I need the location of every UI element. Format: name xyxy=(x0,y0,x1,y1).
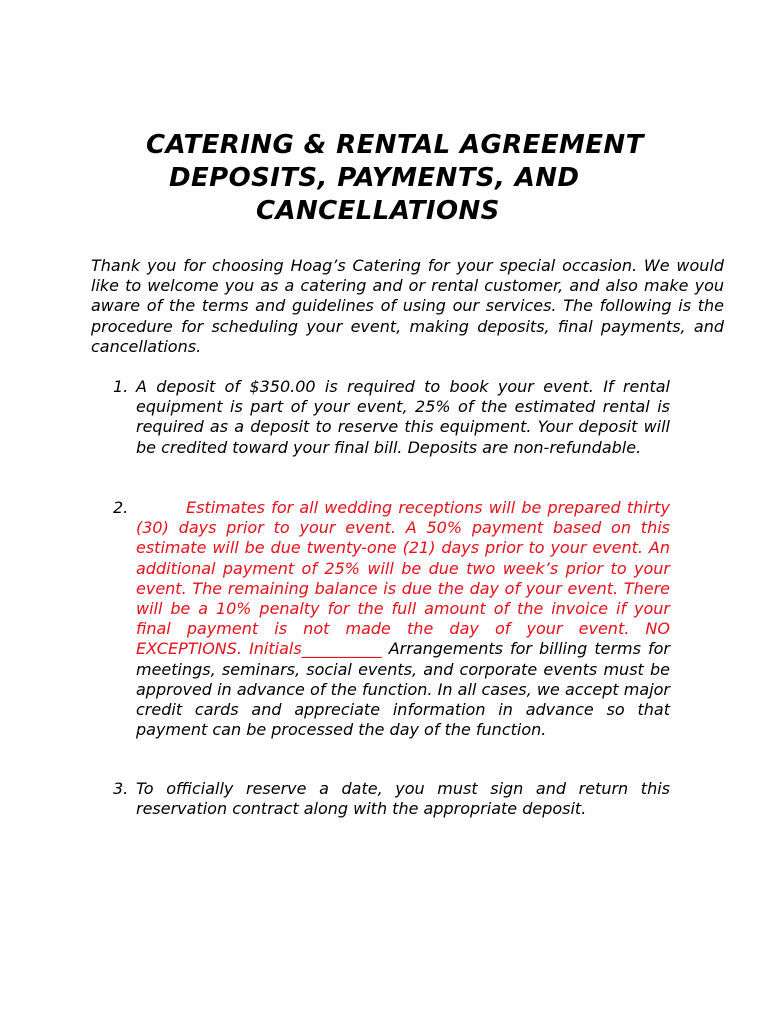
list-item-payments xyxy=(136,498,670,740)
title-line-1: CATERING & RENTAL AGREEMENT xyxy=(146,130,644,160)
billing-terms-text: Arrangements for billing terms for meetings, seminars, social events, and corporate events must be approved in advance of the function. In all cases, we accept major credit cards and appreciate information in advance so that payment can be processed the day of the function. xyxy=(136,639,670,740)
list-item-deposit: A deposit of $350.00 is required to book your event. If rental equipment is part of your event, 25% of the estimated rental is required as a deposit to reserve this equipment. Your deposit will be credited toward your final bill. Deposits are non-refundable. xyxy=(136,377,670,457)
item-number: 2. xyxy=(113,498,129,517)
item-number: 1. xyxy=(113,377,129,396)
wedding-estimate-terms: Estimates for all wedding receptions will be prepared thirty (30) days prior to your event. A 50% payment based on this estimate will be due twenty-one (21) days prior to your event. An additional payment of 25% will be due two week’s prior to your event. The remaining balance is due the day of your event. There will be a 10% penalty for the full amount of the invoice if your final payment is not made the day of your event. NO EXCEPTIONS. Initials__________ xyxy=(136,498,670,659)
intro-paragraph: Thank you for choosing Hoag’s Catering for your special occasion. We would like to welcome you as a catering and or rental customer, and also make you aware of the terms and guidelines of using our services. The following is the procedure for scheduling your event, making deposits, final payments, and cancellations. xyxy=(91,256,724,356)
payment-terms-red-text xyxy=(136,498,670,658)
title-line-3: CANCELLATIONS xyxy=(256,196,500,226)
list-item-reservation: To officially reserve a date, you must sign and return this reservation contract along with the appropriate deposit. xyxy=(136,779,670,819)
item-number: 3. xyxy=(113,779,129,798)
title-line-2: DEPOSITS, PAYMENTS, AND xyxy=(169,163,580,193)
